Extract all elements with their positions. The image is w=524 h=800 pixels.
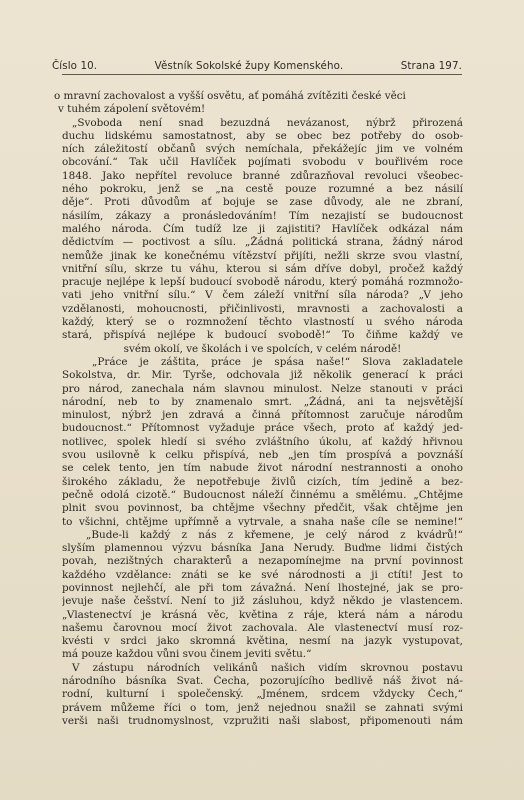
text-line: má pouze každou vůni svou činem jeviti světu.“ [62,648,312,661]
text-line: širokého základu, že nepotřebuje živlů cizích, tím jedině a bez- [62,475,463,488]
text-line: pro národ, zanechala nám slavnou minulost. Nelze stanouti v práci [62,382,463,395]
text-line: „Bude-li každý z nás z křemene, je celý národ z kvádrů!“ [86,528,463,541]
text-line: národní, neb to by znamenalo smrt. „Žádná, ani ta nejsvětější [62,395,463,408]
page-number: Strana 197. [400,60,462,72]
text-line: každý, který se o rozmnožení těchto vlastností u svého národa [62,316,463,329]
text-line: našemu čarovnou mocí život zachovala. Ale vlastenectví musí roz- [62,621,463,634]
text-line: „Práce je záštita, práce je spása naše!“ Slova zakladatele [92,355,463,368]
text-line: ného pokroku, jenž se „na cestě pouze rozumné a bez násilí [62,183,463,196]
page-header [52,60,462,72]
text-line: nemůže jinak ke konečnému vítězství přijíti, nežli skrze svou vlastní, [62,249,463,262]
text-line: jevuje naše češství. Není to již zásluhou, když někdo je vlastencem. [62,595,463,608]
text-line: vnitřní sílu, skrze tu váhu, kterou si sám dříve dobyl, pročež každý [62,262,463,275]
text-line: vati jeho vnitřní sílu.“ V čem záleží vnitřní síla národa? „V jeho [62,289,463,302]
text-line: povah, nezištných charakterů a nezapomínejme na první povinnost [62,555,463,568]
text-line: duchu lidskému samostatnost, aby se obec bez potřeby do osob- [62,129,463,142]
text-line: ních záležitostí občanů svých nemíchala, překážejíc jim ve volném [62,143,463,156]
text-line: „Svoboda není snad bezuzdná nevázanost, nýbrž přirozená [72,116,463,129]
text-line: stará, přispívá nejlépe k budoucí svobodě!“ To čiňme každý ve [62,329,463,342]
text-line: svém okolí, ve školách i ve spolcích, v celém národě! [123,342,402,355]
text-line: národního básníka Svat. Čecha, pozorujícího bedlivě náš život ná- [62,675,463,688]
text-line: plnit svou povinnost, ba chtějme všechny předčit, však chtějme jen [62,502,463,515]
text-line: se celek tento, jen tím nabude život národní nestrannosti a onoho [62,462,463,475]
text-line: budoucnost.“ Přítomnost vyžaduje práce všech, proto ať každý jed- [62,422,463,435]
text-line: vzdělanosti, mohoucnosti, přičinlivosti, mravnosti a zachovalosti a [62,302,463,315]
article-body [54,90,463,728]
text-line: kvésti v srdci jako skromná květina, nesmí na jazyk vystupovat, [62,635,463,648]
text-line: slyším plamennou výzvu básníka Jana Nerudy. Buďme lidmi čistých [62,542,463,555]
text-line: pečně odolá cizotě.“ Budoucnost náleží činnému a smělému. „Chtějme [62,488,463,501]
text-line: svou usilovně k celku přispívá, neb „jen tím prospívá a povznáší [62,449,463,462]
text-line: Sokolstva, dr. Mir. Tyrše, odchovala již několik generací k práci [62,369,463,382]
text-line: pracuje nejlépe k lepší budoucí svobodě národu, který pomáhá rozmnožo- [62,276,463,289]
text-line: verši naši trudnomyslnost, vzpružiti naši slabost, připomenouti nám [62,714,463,727]
text-line: to všichni, chtějme upřímně a vytrvale, a snaha naše cíle se nemine!“ [62,515,463,528]
header-divider [62,74,462,75]
text-line: malého národa. Čím tudíž lze ji zajistiti? Havlíček odkázal nám [62,222,463,235]
text-line: o mravní zachovalost a vyšší osvětu, ať pomáhá zvítěziti české věci [54,90,406,102]
text-line: minulost, nýbrž jen zdravá a činná přítomnost zaručuje národům [62,409,463,422]
text-line: právem můžeme říci o tom, jenž nejednou snažil se zahnati svými [62,701,463,714]
text-line: každého vzdělance: znáti se ke své národnosti a ji ctíti! Jest to [62,568,463,581]
text-line: rodní, kulturní i společenský. „Jménem, srdcem vždycky Čech,“ [62,688,463,701]
journal-title: Věstník Sokolské župy Komenského. [154,60,344,72]
text-line: děje“. Proti důvodům ať bojuje se zase důvody, ale ne zbraní, [62,196,463,209]
text-line: V zástupu národních velikánů našich vidím skrovnou postavu [72,661,463,674]
text-line: obcování.“ Tak učil Havlíček pojímati svobodu v bouřlivém roce [62,156,463,169]
text-line: „Vlastenectví je krásná věc, květina z ráje, která nám a národu [62,608,463,621]
text-line: násilím, zákazy a pronásledováním! Tím nezajistí se budoucnost [62,209,463,222]
text-line: notlivec, spolek hledí si svého zvláštního úkolu, ať každý hřivnou [62,435,463,448]
text-line: povinnost nejlehčí, ale při tom závažná. Není lhostejné, jak se pro- [62,581,463,594]
text-line: dědictvím — poctivost a sílu. „Žádná politická strana, žádný národ [62,236,463,249]
text-line: v tuhém zápolení světovém! [58,103,206,116]
text-line: 1848. Jako nepřítel revoluce branné zdůrazňoval revoluci všeobec- [62,169,463,182]
issue-number: Číslo 10. [52,60,98,72]
